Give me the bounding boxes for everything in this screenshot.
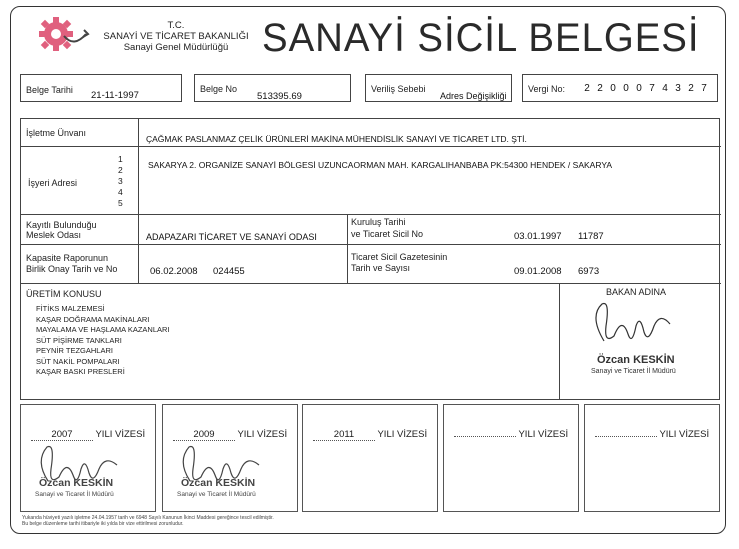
kurulus-date: 03.01.1997 (514, 231, 562, 242)
vergi-digit: 2 (688, 83, 695, 94)
uretim-item: MAYALAMA VE HAŞLAMA KAZANLARI (36, 325, 170, 334)
ministry-line-2: SANAYİ VE TİCARET BAKANLIĞI (103, 31, 249, 42)
vize-year: 2007 (31, 429, 93, 441)
adres-line-number: 2 (118, 165, 123, 175)
document-title: SANAYİ SİCİL BELGESİ (262, 16, 700, 60)
vize-box (162, 404, 298, 512)
vize-text (454, 429, 568, 440)
ministry-line-3: Sanayi Genel Müdürlüğü (123, 42, 229, 53)
adres-label: İşyeri Adresi (28, 178, 78, 188)
vergi-no-digits (581, 83, 711, 94)
bakan-adina-label: BAKAN ADINA (606, 287, 667, 297)
vize-text (595, 429, 709, 440)
gazete-label-1: Ticaret Sicil Gazetesinin (351, 252, 448, 262)
gazete-label-2: Tarih ve Sayısı (351, 263, 411, 273)
kurulus-label-1: Kuruluş Tarihi (351, 217, 406, 227)
uretim-item: SÜT NAKİL POMPALARI (36, 356, 120, 366)
vergi-digit: 3 (675, 83, 682, 94)
uretim-item: KAŞAR DOĞRAMA MAKİNALARI (36, 314, 150, 324)
belge-no-value: 513395.69 (257, 91, 302, 102)
kapasite-label-1: Kapasite Raporunun (26, 253, 109, 263)
belge-no-label: Belge No (200, 84, 238, 94)
vize-signer-title: Sanayi ve Ticaret İl Müdürü (177, 491, 256, 498)
adres-line-number: 1 (118, 154, 123, 164)
kapasite-label-2: Birlik Onay Tarih ve No (26, 264, 118, 274)
kapasite-date: 06.02.2008 (150, 266, 198, 277)
adres-line-number: 5 (118, 198, 123, 208)
kapasite-no: 024455 (213, 266, 245, 277)
adres-value: SAKARYA 2. ORGANİZE SANAYİ BÖLGESİ UZUNCAORMAN MAH. KARGALIHANBABA PK:54300 HENDEK / SAKARYA (148, 160, 613, 170)
adres-line-number: 3 (118, 176, 123, 186)
adres-line-number: 4 (118, 187, 123, 197)
meslek-label-2: Meslek Odası (26, 230, 82, 240)
verilis-sebebi-label: Veriliş Sebebi (371, 84, 426, 94)
uretim-item: SÜT PİŞİRME TANKLARI (36, 335, 122, 345)
vize-label: YILI VİZESİ (657, 429, 710, 440)
vize-text (31, 429, 145, 441)
belge-tarihi-value: 21-11-1997 (91, 90, 139, 101)
vize-label: YILI VİZESİ (235, 429, 288, 440)
vize-text (173, 429, 287, 441)
bakan-signature-icon (584, 296, 684, 358)
vize-signer-name: Özcan KESKİN (39, 477, 114, 489)
vize-text (313, 429, 427, 441)
uretim-konusu-label: ÜRETİM KONUSU (26, 289, 102, 299)
vize-label: YILI VİZESİ (93, 429, 146, 440)
vize-box (302, 404, 438, 512)
ministry-heading (96, 20, 256, 53)
uretim-item: FİTİKS MALZEMESİ (36, 304, 105, 313)
vergi-digit: 4 (662, 83, 669, 94)
kurulus-label-2: ve Ticaret Sicil No (351, 229, 424, 239)
ministry-gear-logo-icon (34, 16, 92, 56)
vize-signer-title: Sanayi ve Ticaret İl Müdürü (35, 491, 114, 498)
vize-year (454, 436, 516, 437)
verilis-sebebi-value: Adres Değişikliği (440, 91, 507, 101)
meslek-label-1: Kayıtlı Bulunduğu (26, 220, 97, 230)
vergi-no-label: Vergi No: (528, 84, 566, 94)
vize-year: 2011 (313, 429, 375, 441)
adres-line-numbers (118, 154, 123, 209)
vergi-digit: 2 (584, 83, 591, 94)
bakan-name: Özcan KESKİN (597, 354, 675, 366)
kurulus-no: 11787 (578, 231, 604, 242)
belge-no-box (194, 74, 351, 102)
vize-box (20, 404, 156, 512)
vergi-digit: 2 (597, 83, 604, 94)
vergi-digit: 0 (623, 83, 630, 94)
uretim-item: KAŞAR BASKI PRESLERİ (36, 367, 125, 376)
footnote-line-2: Bu belge düzenleme tarihi itibariyle iki yılda bir vize ettirilmesi zorunludur. (22, 521, 184, 527)
vize-year (595, 436, 657, 437)
vize-signer-name: Özcan KESKİN (181, 477, 256, 489)
isletme-label: İşletme Ünvanı (26, 128, 87, 138)
gazete-date: 09.01.2008 (514, 266, 562, 277)
vergi-digit: 0 (610, 83, 617, 94)
vergi-digit: 7 (701, 83, 708, 94)
vergi-digit: 7 (649, 83, 656, 94)
vergi-no-box (522, 74, 718, 102)
isletme-value: ÇAĞMAK PASLANMAZ ÇELİK ÜRÜNLERİ MAKİNA MÜHENDİSLİK SANAYİ VE TİCARET LTD. ŞTİ. (146, 134, 527, 144)
ministry-line-1: T.C. (167, 20, 185, 31)
verilis-sebebi-box (365, 74, 512, 102)
meslek-value: ADAPAZARI TİCARET VE SANAYİ ODASI (146, 232, 317, 242)
vize-label: YILI VİZESİ (375, 429, 428, 440)
uretim-konusu-list (36, 304, 170, 378)
bakan-title: Sanayi ve Ticaret İl Müdürü (591, 368, 676, 375)
uretim-item: PEYNİR TEZGAHLARI (36, 346, 113, 355)
vize-label: YILI VİZESİ (516, 429, 569, 440)
vize-box (584, 404, 720, 512)
belge-tarihi-label: Belge Tarihi (26, 85, 73, 95)
vize-year: 2009 (173, 429, 235, 441)
vize-box (443, 404, 579, 512)
belge-tarihi-box (20, 74, 182, 102)
gazete-no: 6973 (578, 266, 600, 277)
footnote-line-1: Yukarıda hüviyeti yazılı işletme 24.04.1957 tarih ve 6948 Sayılı Kanunun İkinci Maddesi gereğince tescil edilmiştir. (22, 515, 274, 521)
vergi-digit: 0 (636, 83, 643, 94)
footnote (22, 515, 274, 527)
